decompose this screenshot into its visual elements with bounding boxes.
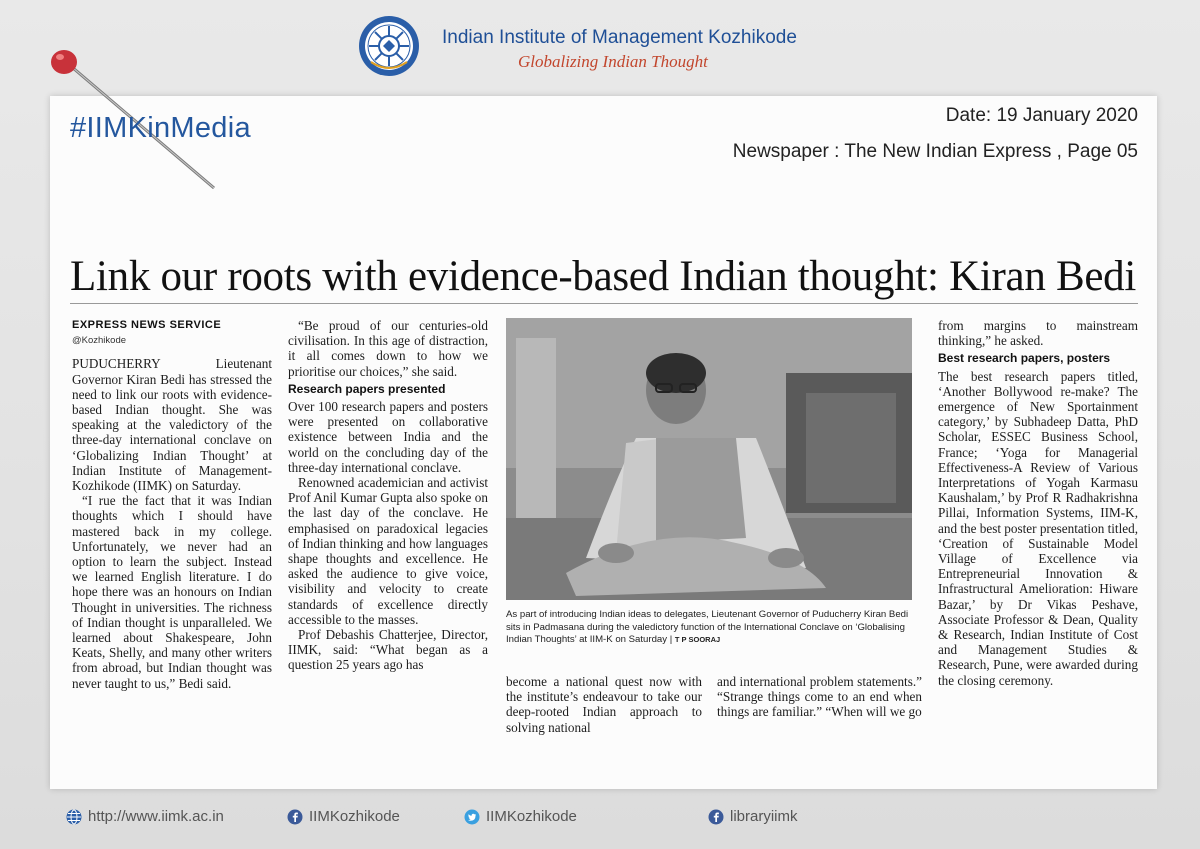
headline-divider xyxy=(70,303,1138,304)
facebook-icon xyxy=(708,809,724,825)
newspaper-source: Newspaper : The New Indian Express , Page 05 xyxy=(732,141,1138,162)
paragraph: “I rue the fact that it was Indian thoughts which I should have mastered back in my college. Unfortunately, we never had an option to learn the subject. Instead we learned English literature. I do hope there was an honours on Indian Thought in universities. The richness of Indian thought is unparalleled. We learned about Shakespeare, John Keats, Shelly, and many other writers from abroad, but Indian thought was never taught to us,” Bedi said. xyxy=(72,493,272,691)
twitter-link[interactable]: IIMKozhikode xyxy=(486,808,577,825)
pushpin-icon xyxy=(0,0,230,200)
byline: EXPRESS NEWS SERVICE xyxy=(72,319,222,331)
paragraph: from margins to mainstream thinking,” he asked. xyxy=(938,318,1138,349)
paragraph: Renowned academician and activist Prof Anil Kumar Gupta also spoke on the last day of the conclave. He emphasised on paradoxical legacies of Indian thinking and how languages shape thoughts and excellence. He asked the audience to give voice, visibility and velocity to create standards of excellence directly accessible to the masses. xyxy=(288,475,488,627)
paragraph: and international problem statements.” “Strange things come to an end when things are familiar.” “When will we go xyxy=(717,674,922,720)
institute-name: Indian Institute of Management Kozhikode xyxy=(442,27,797,48)
article-photo xyxy=(506,318,912,600)
facebook-link[interactable]: IIMKozhikode xyxy=(309,808,400,825)
footer-website[interactable] xyxy=(66,808,224,825)
iimk-logo xyxy=(357,14,421,78)
paragraph: The best research papers titled, ‘Another Bollywood re-make? The emergence of New Sportainment category,’ by Subhadeep Datta, PhD Scholar, ESSEC Business School, France; ‘Yoga for Managerial Effectiveness-A Review of Various Interpretations of Yogah Karmasu Kaushalam,’ by Prof R Radhakrishna Pillai, Information Systems, IIM-K, and the best poster presentation titled, ‘Creation of Sustainable Model Village of Excellence via Entrepreneurial Innovation & Infrastructural Amelioration: Hiware Bazar,’ by Dr Vikas Peshave, Associate Professor & Dean, Quality & Research, Indian Institute of Cost and Management Studies & Research, Pune, were awarded during the closing ceremony. xyxy=(938,368,1138,688)
paragraph: PUDUCHERRY Lieutenant Governor Kiran Bedi has stressed the need to link our roots with evidence-based Indian thought. She was speaking at the valedictory of the three-day international conclave on ‘Globalizing Indian Thought’ at Indian Institute of Management- Kozhikode (IIMK) on Saturday. xyxy=(72,356,272,494)
article-column-2 xyxy=(288,318,488,673)
footer-library[interactable] xyxy=(708,808,798,825)
article-column-1 xyxy=(72,318,272,691)
publication-date: Date: 19 January 2020 xyxy=(945,105,1138,126)
library-link[interactable]: libraryiimk xyxy=(730,808,798,825)
paragraph: Prof Debashis Chatterjee, Director, IIMK, said: “What began as a question 25 years ago has xyxy=(288,627,488,673)
twitter-icon xyxy=(464,809,480,825)
article-column-3a xyxy=(506,674,702,735)
media-hashtag: #IIMKinMedia xyxy=(70,112,251,144)
dateline: @Kozhikode xyxy=(72,335,127,347)
website-link[interactable]: http://www.iimk.ac.in xyxy=(88,808,224,825)
caption-text: As part of introducing Indian ideas to delegates, Lieutenant Governor of Puducherry Kiran Bedi sits in Padmasana during the valedictory function of the International Conclave on ‘Globalising Indian Thoughts’ at IIM-K on Saturday | xyxy=(506,609,909,646)
globe-icon xyxy=(66,809,82,825)
paragraph: Over 100 research papers and posters were presented on collaborative existence between India and the world on the concluding day of the three-day international conclave. xyxy=(288,399,488,475)
footer-twitter[interactable] xyxy=(464,808,577,825)
facebook-icon xyxy=(287,809,303,825)
article-column-3b xyxy=(717,674,922,720)
photo-credit: T P SOORAJ xyxy=(674,635,721,645)
subheading: Best research papers, posters xyxy=(938,351,1111,366)
paragraph: become a national quest now with the institute’s endeavour to take our deep-rooted Indian approach to solving national xyxy=(506,674,702,735)
institute-tagline: Globalizing Indian Thought xyxy=(518,52,708,71)
footer-facebook[interactable] xyxy=(287,808,400,825)
article-column-4 xyxy=(938,318,1138,688)
photo-caption xyxy=(506,609,911,647)
article-headline: Link our roots with evidence-based Indian thought: Kiran Bedi xyxy=(70,253,1137,300)
subheading: Research papers presented xyxy=(288,381,446,396)
paragraph: “Be proud of our centuries-old civilisation. In this age of distraction, it all comes down to how we prioritise our choices,” she said. xyxy=(288,318,488,379)
